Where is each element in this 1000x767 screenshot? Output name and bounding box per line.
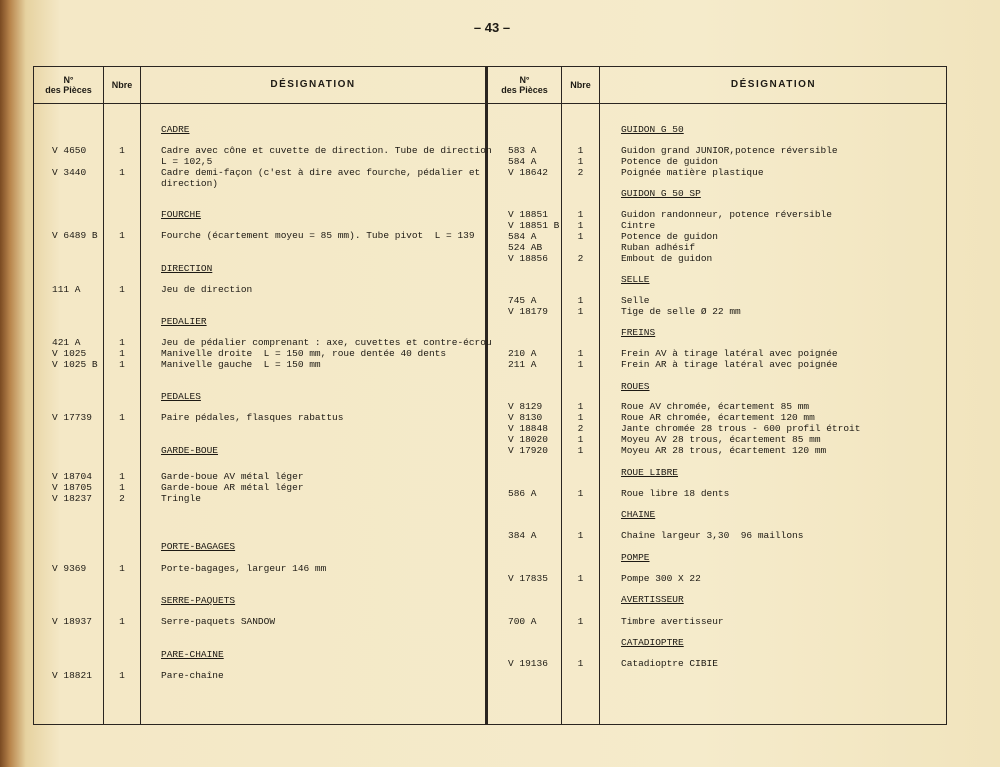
- designation: Moyeu AR 28 trous, écartement 120 mm: [621, 445, 827, 456]
- part-number: V 17739: [52, 412, 92, 423]
- part-number: V 6489 B: [52, 230, 98, 241]
- part-number: V 18937: [52, 616, 92, 627]
- part-number: V 18821: [52, 670, 92, 681]
- part-number: 584 A: [508, 156, 537, 167]
- center-divider: [485, 67, 488, 724]
- quantity: 1: [577, 220, 584, 231]
- quantity: 1: [119, 167, 125, 178]
- quantity: 1: [119, 348, 125, 359]
- section-heading: PEDALES: [161, 391, 201, 402]
- part-number: V 18020: [508, 434, 548, 445]
- section-heading: FREINS: [621, 327, 656, 338]
- part-number: V 18856: [508, 253, 548, 264]
- designation: Tringle: [161, 493, 201, 504]
- designation: Cadre demi-façon (c'est à dire avec fourche, pédalier et: [161, 167, 481, 178]
- quantity: 1: [577, 306, 584, 317]
- quantity: 1: [119, 284, 125, 295]
- quantity: 1: [577, 145, 584, 156]
- header-nbre-left: Nbre: [111, 80, 133, 90]
- header-nbre-right: Nbre: [570, 80, 591, 90]
- designation: Manivelle droite L = 150 mm, roue dentée 40 dents: [161, 348, 447, 359]
- designation: Guidon grand JUNIOR,potence réversible: [621, 145, 838, 156]
- part-number: 111 A: [52, 284, 81, 295]
- col-divider: [140, 67, 141, 724]
- quantity: 1: [577, 434, 584, 445]
- header-designation-left: DÉSIGNATION: [270, 79, 356, 90]
- quantity: 1: [119, 482, 125, 493]
- header-designation-right: DÉSIGNATION: [730, 79, 817, 90]
- part-number: 584 A: [508, 231, 537, 242]
- quantity: 1: [577, 348, 584, 359]
- designation: Potence de guidon: [621, 156, 718, 167]
- section-heading: GUIDON G 50 SP: [621, 188, 701, 199]
- part-number: V 18704: [52, 471, 92, 482]
- designation: Frein AV à tirage latéral avec poignée: [621, 348, 838, 359]
- quantity: 2: [577, 423, 584, 434]
- part-number: 586 A: [508, 488, 537, 499]
- designation: Roue AR chromée, écartement 120 mm: [621, 412, 815, 423]
- section-heading: CADRE: [161, 124, 190, 135]
- designation: Fourche (écartement moyeu = 85 mm). Tube pivot L = 139: [161, 230, 475, 241]
- header-num-line2: des Pièces: [501, 85, 548, 95]
- designation: Guidon randonneur, potence réversible: [621, 209, 832, 220]
- part-number: V 8130: [508, 412, 543, 423]
- part-number: V 1025: [52, 348, 87, 359]
- header-num-line1: N°: [63, 75, 74, 85]
- quantity: 1: [577, 359, 584, 370]
- header-num-line1: N°: [519, 75, 530, 85]
- page-number: – 43 –: [473, 20, 511, 35]
- part-number: 210 A: [508, 348, 537, 359]
- designation: L = 102,5: [161, 156, 213, 167]
- part-number: V 18848: [508, 423, 548, 434]
- part-number: V 18237: [52, 493, 92, 504]
- part-number: V 4650: [52, 145, 87, 156]
- quantity: 1: [119, 337, 125, 348]
- part-number: 700 A: [508, 616, 537, 627]
- designation: Jeu de pédalier comprenant : axe, cuvettes et contre-écrou: [161, 337, 492, 348]
- designation: direction): [161, 178, 219, 189]
- quantity: 1: [119, 230, 125, 241]
- section-heading: SELLE: [621, 274, 650, 285]
- designation: Roue libre 18 dents: [621, 488, 730, 499]
- section-heading: SERRE-PAQUETS: [161, 595, 236, 606]
- section-heading: POMPE: [621, 552, 650, 563]
- part-number: V 18705: [52, 482, 92, 493]
- quantity: 1: [577, 295, 584, 306]
- section-heading: DIRECTION: [161, 263, 213, 274]
- designation: Porte-bagages, largeur 146 mm: [161, 563, 327, 574]
- section-heading: PARE-CHAINE: [161, 649, 224, 660]
- parts-table: [33, 66, 947, 725]
- quantity: 1: [119, 471, 125, 482]
- quantity: 1: [119, 145, 125, 156]
- designation: Jeu de direction: [161, 284, 253, 295]
- designation: Garde-boue AR métal léger: [161, 482, 304, 493]
- designation: Ruban adhésif: [621, 242, 696, 253]
- section-heading: ROUES: [621, 381, 650, 392]
- quantity: 1: [577, 231, 584, 242]
- designation: Cadre avec cône et cuvette de direction. Tube de direction: [161, 145, 492, 156]
- header-num-line2: des Pièces: [45, 85, 92, 95]
- quantity: 1: [577, 530, 584, 541]
- part-number: V 18642: [508, 167, 548, 178]
- designation: Jante chromée 28 trous - 600 profil étroit: [621, 423, 861, 434]
- section-heading: GUIDON G 50: [621, 124, 684, 135]
- designation: Manivelle gauche L = 150 mm: [161, 359, 321, 370]
- designation: Timbre avertisseur: [621, 616, 724, 627]
- designation: Poignée matière plastique: [621, 167, 764, 178]
- col-divider: [599, 67, 600, 724]
- designation: Catadioptre CIBIE: [621, 658, 718, 669]
- designation: Tige de selle Ø 22 mm: [621, 306, 741, 317]
- part-number: V 19136: [508, 658, 548, 669]
- part-number: V 9369: [52, 563, 87, 574]
- part-number: V 17835: [508, 573, 548, 584]
- quantity: 1: [119, 616, 125, 627]
- header-num-right: [488, 67, 561, 103]
- quantity: 1: [577, 573, 584, 584]
- section-heading: PORTE-BAGAGES: [161, 541, 236, 552]
- quantity: 1: [577, 445, 584, 456]
- part-number: 384 A: [508, 530, 537, 541]
- designation: Chaîne largeur 3,30 96 maillons: [621, 530, 804, 541]
- header-rule: [34, 103, 946, 104]
- designation: Paire pédales, flasques rabattus: [161, 412, 344, 423]
- part-number: V 17920: [508, 445, 548, 456]
- section-heading: ROUE LIBRE: [621, 467, 679, 478]
- quantity: 1: [577, 412, 584, 423]
- header-num-left: [34, 67, 103, 103]
- quantity: 2: [119, 493, 125, 504]
- designation: Pare-chaîne: [161, 670, 224, 681]
- designation: Serre-paquets SANDOW: [161, 616, 276, 627]
- designation: Pompe 300 X 22: [621, 573, 701, 584]
- quantity: 1: [119, 359, 125, 370]
- designation: Frein AR à tirage latéral avec poignée: [621, 359, 838, 370]
- designation: Moyeu AV 28 trous, écartement 85 mm: [621, 434, 821, 445]
- section-heading: CHAINE: [621, 509, 656, 520]
- part-number: 745 A: [508, 295, 537, 306]
- quantity: 1: [119, 412, 125, 423]
- part-number: V 18851 B: [508, 220, 560, 231]
- section-heading: AVERTISSEUR: [621, 594, 684, 605]
- part-number: V 1025 B: [52, 359, 98, 370]
- quantity: 2: [577, 253, 584, 264]
- part-number: 421 A: [52, 337, 81, 348]
- designation: Embout de guidon: [621, 253, 713, 264]
- quantity: 1: [577, 488, 584, 499]
- part-number: V 8129: [508, 401, 543, 412]
- section-heading: FOURCHE: [161, 209, 201, 220]
- part-number: V 18179: [508, 306, 548, 317]
- quantity: 1: [577, 156, 584, 167]
- part-number: 583 A: [508, 145, 537, 156]
- designation: Roue AV chromée, écartement 85 mm: [621, 401, 810, 412]
- quantity: 1: [577, 209, 584, 220]
- part-number: V 18851: [508, 209, 548, 220]
- section-heading: GARDE-BOUE: [161, 445, 219, 456]
- part-number: 211 A: [508, 359, 537, 370]
- section-heading: CATADIOPTRE: [621, 637, 684, 648]
- quantity: 1: [577, 616, 584, 627]
- quantity: 1: [577, 658, 584, 669]
- part-number: V 3440: [52, 167, 87, 178]
- designation: Potence de guidon: [621, 231, 718, 242]
- quantity: 1: [119, 670, 125, 681]
- designation: Garde-boue AV métal léger: [161, 471, 304, 482]
- part-number: 524 AB: [508, 242, 543, 253]
- designation: Selle: [621, 295, 650, 306]
- quantity: 2: [577, 167, 584, 178]
- section-heading: PEDALIER: [161, 316, 207, 327]
- quantity: 1: [119, 563, 125, 574]
- designation: Cintre: [621, 220, 656, 231]
- quantity: 1: [577, 401, 584, 412]
